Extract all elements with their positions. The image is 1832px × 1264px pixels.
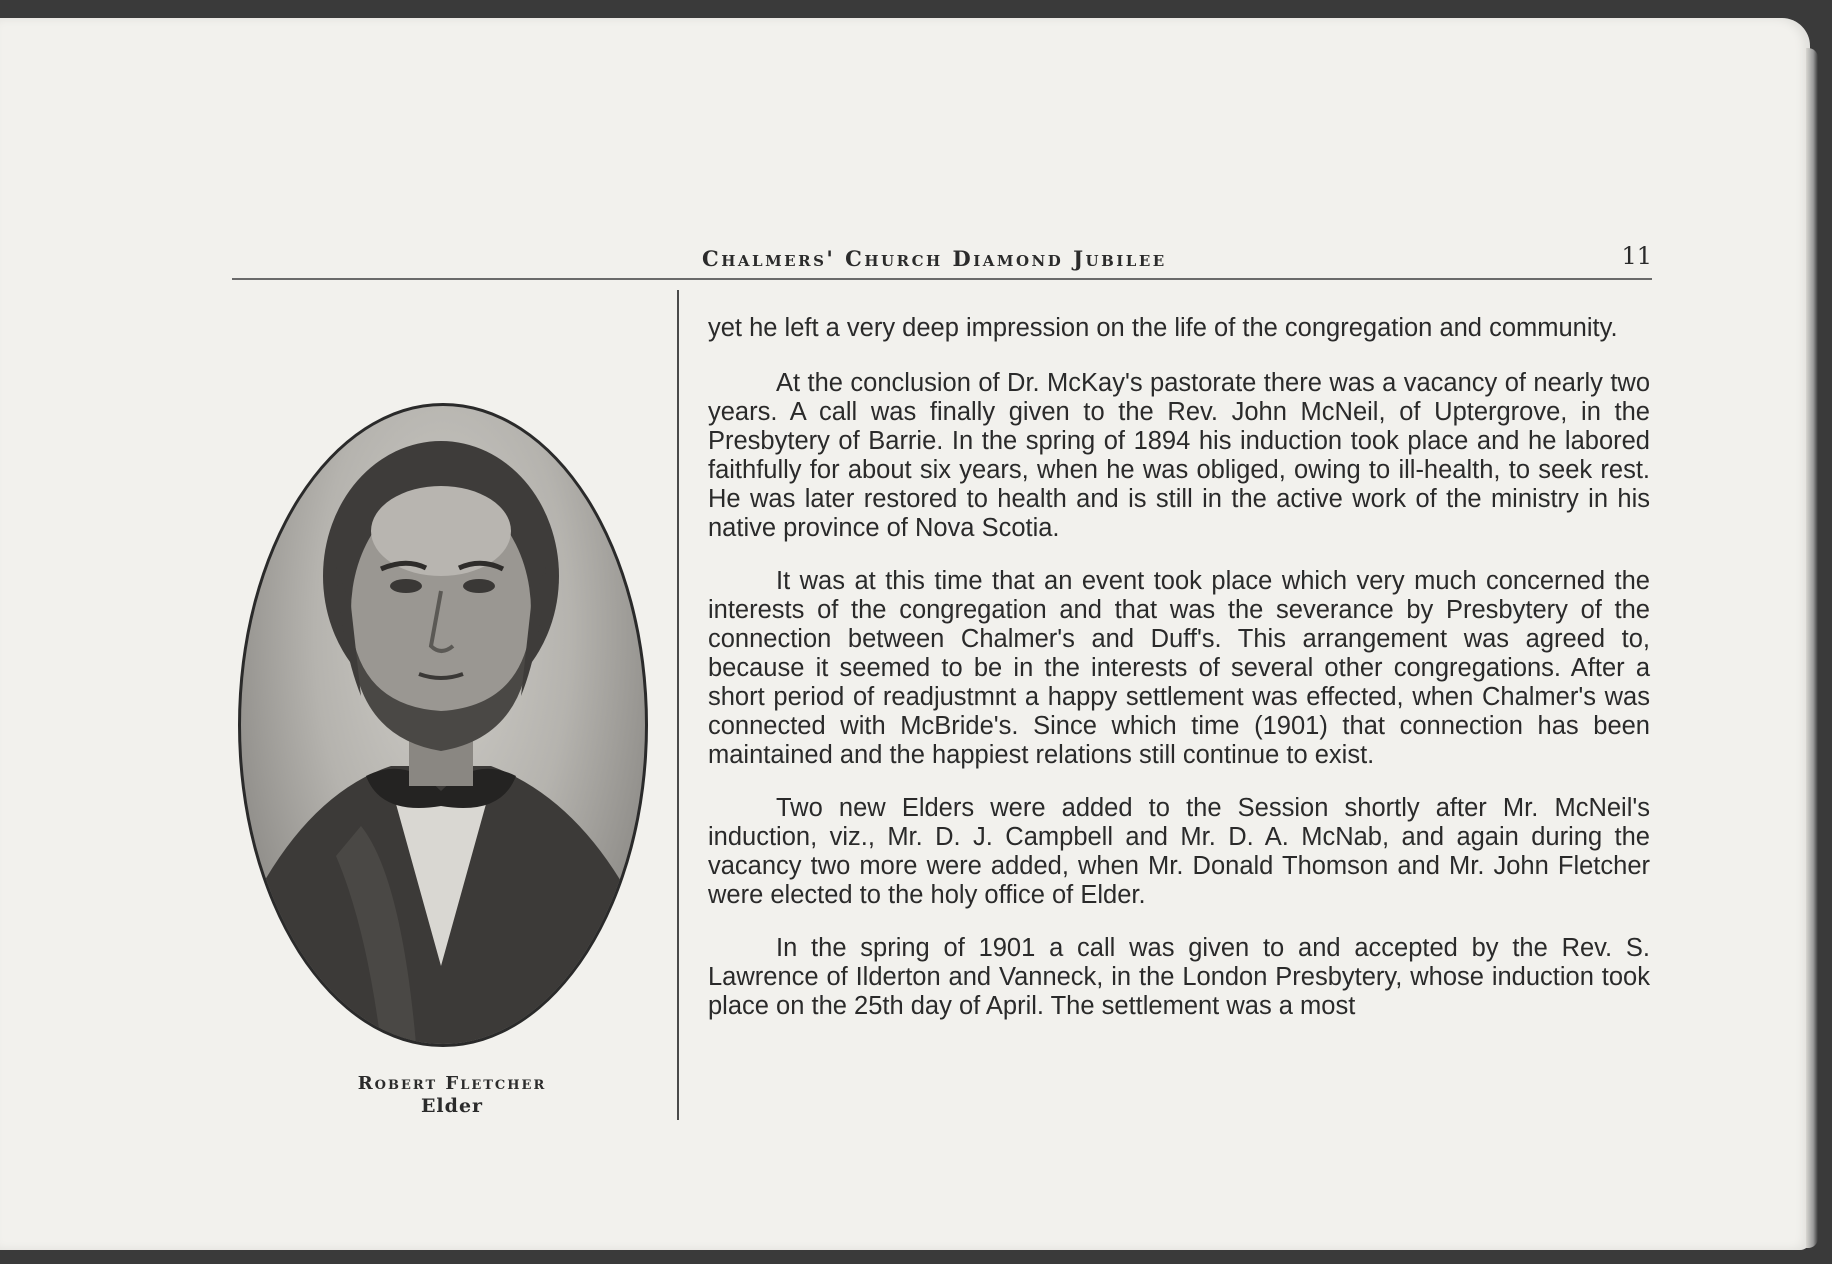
page-edge xyxy=(1806,48,1818,1248)
book-page xyxy=(0,18,1810,1250)
portrait-illustration xyxy=(241,406,645,1044)
page-number: 11 xyxy=(1621,242,1652,270)
paragraph-severance: It was at this time that an event took place which very much concerned the interests of the congregation and that was the severance by Presbytery of the connection between Chalmer's and Duff's. This arrangement was agreed to, because it seemed to be in the interests of several other congregations. After a short period of readjustmnt a happy settlement was effected, when Chalmer's was connected with McBride's. Since which time (1901) that connection has been maintained and the happiest relations still continue to exist. xyxy=(708,567,1650,769)
paragraph-continuation: yet he left a very deep impression on the life of the congregation and community. xyxy=(708,314,1618,342)
paragraph-lawrence-call: In the spring of 1901 a call was given to and accepted by the Rev. S. Lawrence of Ilderton and Vanneck, in the London Presbytery, whose induction took place on the 25th day of April. The settlement was a most xyxy=(708,934,1650,1020)
page-header-title: Chalmers' Church Diamond Jubilee xyxy=(702,246,1167,271)
body-text xyxy=(708,314,1650,1045)
caption-role: Elder xyxy=(420,1095,484,1117)
running-header xyxy=(232,230,1652,280)
portrait-caption xyxy=(302,1073,602,1117)
portrait-photo xyxy=(238,403,648,1047)
paragraph-new-elders: Two new Elders were added to the Session shortly after Mr. McNeil's induction, viz., Mr. D. J. Campbell and Mr. D. A. McNab, and again during the vacancy two more were added, when Mr. Donald Thomson and Mr. John Fletcher were elected to the holy office of Elder. xyxy=(708,794,1650,909)
header-rule xyxy=(232,278,1652,280)
paragraph-mcneil-call: At the conclusion of Dr. McKay's pastorate there was a vacancy of nearly two years. A call was finally given to the Rev. John McNeil, of Uptergrove, in the Presbytery of Barrie. In the spring of 1894 his induction took place and he labored faithfully for about six years, when he was obliged, owing to ill-health, to seek rest. He was later restored to health and is still in the active work of the ministry in his native province of Nova Scotia. xyxy=(708,369,1650,542)
column-divider xyxy=(677,290,679,1120)
caption-name: Robert Fletcher xyxy=(357,1073,547,1094)
